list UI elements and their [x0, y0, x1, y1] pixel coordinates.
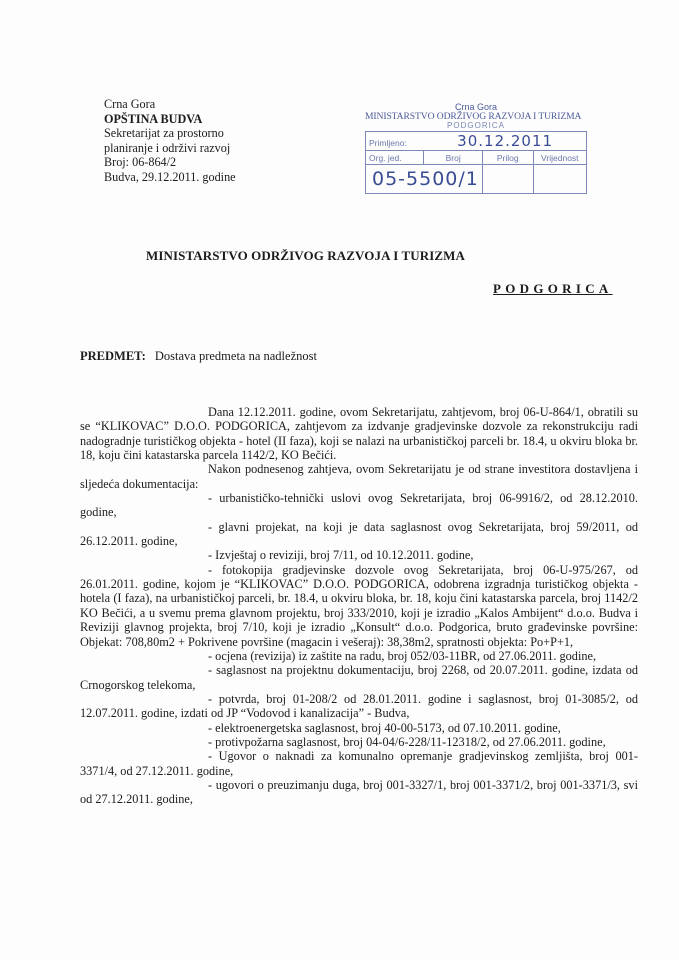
- letter-body: [80, 405, 638, 807]
- subject-label: PREDMET:: [80, 349, 146, 363]
- stamp-received-date: 30.12.2011: [457, 132, 554, 150]
- stamp-received-row: [366, 132, 587, 151]
- document-list-item: - protivpožarna saglasnost, broj 04-04/6-228/11-12318/2, od 27.06.2011. godine,: [208, 734, 606, 749]
- document-list-item: - saglasnost na projektnu dokumentaciju, broj 2268, od 20.07.2011. godine, izdata od Crnogorskog telekoma,: [80, 663, 638, 692]
- document-list-item: - elektroenergetska saglasnost, broj 40-00-5173, od 07.10.2011. godine,: [208, 720, 561, 735]
- document-list-item: - fotokopija gradjevinske dozvole ovog Sekretarijata, broj 06-U-975/267, od 26.01.2011. godine, kojom je “KLIKOVAC” D.O.O. PODGORICA, odobrena izgradnja turističkog objekta - hotela (I faza), na urbanističkoj parceli, br. 18.4, u okviru bloka, br. 18, koju čini katastarska parcela, broj 1142/2 KO Bečići, a u svemu prema glavnom projektu, broj 333/2010, koji je izradio „Kalos Ambijent“ d.o.o. Budva i Reviziji glavnog projekta, broj 7/10, koji je izradio „Konsult“ d.o.o. Podgorica, bruto građevinske površine: Objekat: 708,80m2 + Pokrivene površine (magacin i vešeraj): 38,38m2, spratnosti objekta: Po+P+1,: [80, 562, 638, 649]
- stamp-filing-number: 05-5500/1: [366, 165, 483, 194]
- document-list-item: - ocjena (revizija) iz zaštite na radu, broj 052/03-11BR, od 27.06.2011. godine,: [208, 648, 597, 663]
- sender-municipality: OPŠTINA BUDVA: [104, 111, 203, 126]
- stamp-col-org: Org. jed.: [366, 151, 424, 165]
- sender-country: Crna Gora: [104, 97, 156, 111]
- subject-line: [80, 349, 317, 364]
- subject-text: Dostava predmeta na nadležnost: [154, 349, 317, 363]
- sender-department-line1: Sekretarijat za prostorno: [104, 126, 224, 141]
- recipient-name: MINISTARSTVO ODRŽIVOG RAZVOJA I TURIZMA: [146, 248, 466, 263]
- stamp-received-label: Primljeno:: [369, 138, 407, 148]
- stamp-table: [365, 131, 587, 194]
- document-list-item: - ugovori o preuzimanju duga, broj 001-3327/1, broj 001-3371/2, broj 001-3371/3, svi od 27.12.2011. godine,: [80, 777, 638, 807]
- sender-block: [104, 97, 236, 185]
- sender-place-date: Budva, 29.12.2011. godine: [104, 169, 236, 184]
- body-paragraph: Dana 12.12.2011. godine, ovom Sekretarijatu, zahtjevom, broj 06-U-864/1, obratili su se “KLIKOVAC” D.O.O. PODGORICA, zahtjevom za izdvanje gradjevinske dozvole za rekonstrukciju radi nadogradnje turističkog objekta - hotel (II faza), koji se nalazi na urbanističkoj parceli br. 18.4, u okviru bloka br. 18, koju čini katastarska parcela 1142/2, KO Bečići.: [80, 405, 638, 463]
- stamp-col-broj: Broj: [424, 151, 482, 165]
- stamp-empty-vrijednost: [533, 165, 586, 194]
- document-list-item: - glavni projekat, na koji je data saglasnost ovog Sekretarijata, broj 59/2011, od 26.12.2011. godine,: [80, 519, 638, 549]
- stamp-col-prilog: Prilog: [482, 151, 533, 165]
- stamp-ministry: MINISTARSTVO ODRŽIVOG RAZVOJA I TURIZMA: [365, 111, 582, 122]
- document-list-item: - potvrda, broj 01-208/2 od 28.01.2011. godine i saglasnost, broj 01-3085/2, od 12.07.2011. godine, izdati od JP “Vodovod i kanalizacija” - Budva,: [80, 691, 638, 721]
- received-stamp: [365, 103, 587, 194]
- document-list-item: - Ugovor o naknadi za komunalno opremanje gradjevinskog zemljišta, broj 001-3371/4, od 27.12.2011. godine,: [80, 749, 638, 778]
- stamp-col-vrijednost: Vrijednost: [533, 151, 586, 165]
- body-paragraph: Nakon podnesenog zahtjeva, ovom Sekretarijatu je od strane investitora dostavljena i sljedeća dokumentacija:: [80, 462, 638, 491]
- document-list-item: - urbanističko-tehnički uslovi ovog Sekretarijata, broj 06-9916/2, od 28.12.2010. godine,: [80, 491, 638, 520]
- recipient-city: PODGORICA: [493, 281, 613, 296]
- stamp-empty-prilog: [482, 165, 533, 194]
- sender-ref-number: Broj: 06-864/2: [104, 155, 177, 170]
- stamp-country: Crna Gora: [454, 102, 498, 112]
- sender-department-line2: planiranje i održivi razvoj: [104, 140, 231, 155]
- document-list-item: - Izvještaj o reviziji, broj 7/11, od 10.12.2011. godine,: [208, 548, 474, 563]
- stamp-city: PODGORICA: [447, 121, 505, 130]
